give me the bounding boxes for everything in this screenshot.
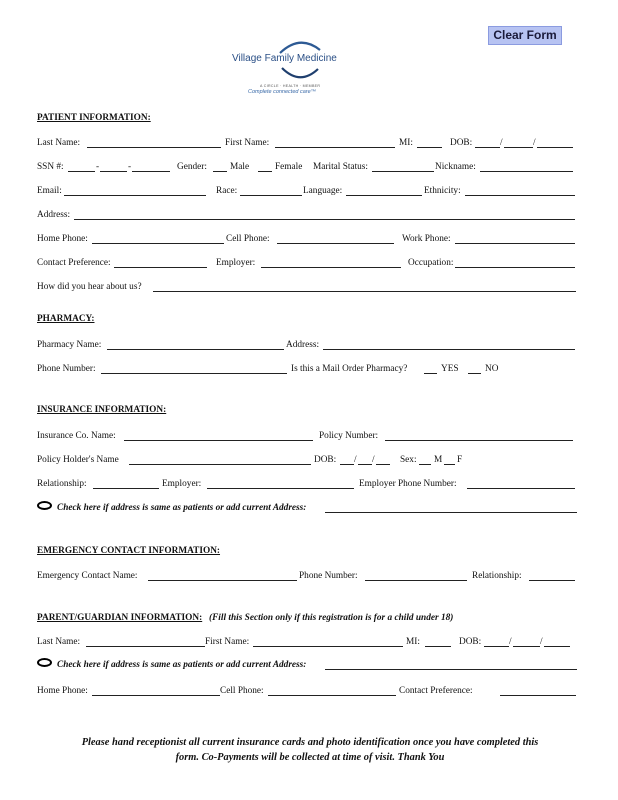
guardian-heading: PARENT/GUARDIAN INFORMATION: bbox=[37, 613, 203, 623]
nickname-field[interactable] bbox=[480, 171, 573, 172]
employer-phone-label: Employer Phone Number: bbox=[359, 479, 457, 489]
emergency-phone-field[interactable] bbox=[365, 580, 467, 581]
emergency-phone-label: Phone Number: bbox=[299, 571, 358, 581]
pharmacy-phone-label: Phone Number: bbox=[37, 364, 96, 374]
emergency-relationship-label: Relationship: bbox=[472, 571, 522, 581]
ssn-part3-field[interactable] bbox=[132, 171, 170, 172]
logo-subline: A CIRCLE · HEALTH · MEMBER bbox=[260, 84, 321, 88]
ssn-part2-field[interactable] bbox=[100, 171, 127, 172]
dob-slash: / bbox=[509, 637, 512, 647]
male-label: Male bbox=[230, 162, 250, 172]
employer-label: Employer: bbox=[216, 258, 256, 268]
guardian-dob-month-field[interactable] bbox=[484, 646, 509, 647]
guardian-first-name-field[interactable] bbox=[253, 646, 403, 647]
guardian-contact-preference-field[interactable] bbox=[500, 695, 576, 696]
guardian-last-name-field[interactable] bbox=[86, 646, 205, 647]
mail-order-no-checkbox[interactable] bbox=[468, 373, 481, 374]
gender-female-checkbox[interactable] bbox=[258, 171, 272, 172]
insurance-employer-label: Employer: bbox=[162, 479, 202, 489]
same-address-label: Check here if address is same as patients or add current Address: bbox=[57, 503, 307, 513]
marital-status-field[interactable] bbox=[372, 171, 434, 172]
logo-tagline: Complete connected care™ bbox=[248, 89, 317, 95]
mi-field[interactable] bbox=[417, 147, 442, 148]
guardian-note: (Fill this Section only if this registration is for a child under 18) bbox=[209, 613, 454, 623]
holder-dob-day-field[interactable] bbox=[358, 464, 372, 465]
no-label: NO bbox=[485, 364, 499, 374]
language-field[interactable] bbox=[346, 195, 422, 196]
dob-slash: / bbox=[533, 138, 536, 148]
ssn-dash: - bbox=[96, 162, 100, 172]
f-label: F bbox=[457, 455, 463, 465]
guardian-cell-phone-field[interactable] bbox=[268, 695, 396, 696]
home-phone-label: Home Phone: bbox=[37, 234, 88, 244]
insurance-co-name-label: Insurance Co. Name: bbox=[37, 431, 116, 441]
ssn-label: SSN #: bbox=[37, 162, 64, 172]
guardian-mi-label: MI: bbox=[406, 637, 420, 647]
cell-phone-field[interactable] bbox=[277, 243, 394, 244]
email-field[interactable] bbox=[64, 195, 206, 196]
mail-order-yes-checkbox[interactable] bbox=[424, 373, 437, 374]
pharmacy-phone-field[interactable] bbox=[101, 373, 287, 374]
guardian-cell-phone-label: Cell Phone: bbox=[220, 686, 264, 696]
holder-dob-label: DOB: bbox=[314, 455, 337, 465]
guardian-dob-label: DOB: bbox=[459, 637, 482, 647]
pharmacy-address-label: Address: bbox=[286, 340, 320, 350]
dob-slash: / bbox=[500, 138, 503, 148]
sex-m-checkbox[interactable] bbox=[419, 464, 431, 465]
mail-order-label: Is this a Mail Order Pharmacy? bbox=[291, 364, 408, 374]
patient-info-heading: PATIENT INFORMATION: bbox=[37, 113, 151, 123]
occupation-field[interactable] bbox=[455, 267, 575, 268]
pharmacy-heading: PHARMACY: bbox=[37, 314, 95, 324]
how-heard-field[interactable] bbox=[153, 291, 576, 292]
dob-year-field[interactable] bbox=[537, 147, 573, 148]
cell-phone-label: Cell Phone: bbox=[226, 234, 270, 244]
guardian-home-phone-label: Home Phone: bbox=[37, 686, 88, 696]
policy-holder-label: Policy Holder's Name bbox=[37, 455, 119, 465]
dob-slash: / bbox=[354, 455, 357, 465]
last-name-field[interactable] bbox=[87, 147, 221, 148]
gender-label: Gender: bbox=[177, 162, 207, 172]
address-label: Address: bbox=[37, 210, 71, 220]
guardian-same-address-label: Check here if address is same as patients or add current Address: bbox=[57, 660, 307, 670]
ethnicity-label: Ethnicity: bbox=[424, 186, 461, 196]
first-name-field[interactable] bbox=[275, 147, 395, 148]
last-name-label: Last Name: bbox=[37, 138, 81, 148]
policy-number-label: Policy Number: bbox=[319, 431, 379, 441]
emergency-relationship-field[interactable] bbox=[529, 580, 575, 581]
ethnicity-field[interactable] bbox=[465, 195, 575, 196]
female-label: Female bbox=[275, 162, 303, 172]
guardian-same-address-checkbox[interactable] bbox=[37, 658, 52, 667]
dob-month-field[interactable] bbox=[475, 147, 500, 148]
footer-line-1: Please hand receptionist all current insurance cards and photo identification once you have completed this bbox=[81, 737, 539, 748]
first-name-label: First Name: bbox=[225, 138, 270, 148]
logo-name: Village Family Medicine bbox=[232, 53, 337, 64]
contact-preference-field[interactable] bbox=[114, 267, 207, 268]
race-field[interactable] bbox=[240, 195, 302, 196]
dob-day-field[interactable] bbox=[504, 147, 533, 148]
work-phone-field[interactable] bbox=[455, 243, 575, 244]
guardian-first-name-label: First Name: bbox=[205, 637, 250, 647]
dob-slash: / bbox=[372, 455, 375, 465]
ssn-dash: - bbox=[128, 162, 132, 172]
sex-label: Sex: bbox=[400, 455, 417, 465]
insurance-heading: INSURANCE INFORMATION: bbox=[37, 405, 167, 415]
guardian-contact-preference-label: Contact Preference: bbox=[399, 686, 473, 696]
pharmacy-name-field[interactable] bbox=[107, 349, 284, 350]
footer-instructions bbox=[30, 735, 590, 765]
pharmacy-address-field[interactable] bbox=[323, 349, 575, 350]
guardian-home-phone-field[interactable] bbox=[92, 695, 220, 696]
race-label: Race: bbox=[216, 186, 238, 196]
yes-label: YES bbox=[441, 364, 459, 374]
policy-number-field[interactable] bbox=[385, 440, 573, 441]
ssn-part1-field[interactable] bbox=[68, 171, 95, 172]
home-phone-field[interactable] bbox=[92, 243, 224, 244]
insurance-employer-field[interactable] bbox=[207, 488, 354, 489]
holder-dob-year-field[interactable] bbox=[376, 464, 390, 465]
occupation-label: Occupation: bbox=[408, 258, 454, 268]
policy-holder-field[interactable] bbox=[129, 464, 311, 465]
holder-dob-month-field[interactable] bbox=[340, 464, 354, 465]
nickname-label: Nickname: bbox=[435, 162, 476, 172]
guardian-address-field[interactable] bbox=[325, 669, 577, 670]
emergency-name-field[interactable] bbox=[148, 580, 297, 581]
same-address-checkbox[interactable] bbox=[37, 501, 52, 510]
pharmacy-name-label: Pharmacy Name: bbox=[37, 340, 102, 350]
guardian-dob-day-field[interactable] bbox=[513, 646, 540, 647]
contact-preference-label: Contact Preference: bbox=[37, 258, 111, 268]
how-heard-label: How did you hear about us? bbox=[37, 282, 142, 292]
gender-male-checkbox[interactable] bbox=[213, 171, 227, 172]
guardian-last-name-label: Last Name: bbox=[37, 637, 81, 647]
footer-line-2: form. Co-Payments will be collected at time of visit. Thank You bbox=[175, 752, 445, 763]
work-phone-label: Work Phone: bbox=[402, 234, 451, 244]
insurance-address-field[interactable] bbox=[325, 512, 577, 513]
dob-label: DOB: bbox=[450, 138, 473, 148]
address-field[interactable] bbox=[74, 219, 575, 220]
employer-phone-field[interactable] bbox=[467, 488, 575, 489]
relationship-label: Relationship: bbox=[37, 479, 87, 489]
clear-form-button[interactable]: Clear Form bbox=[488, 26, 562, 45]
guardian-mi-field[interactable] bbox=[425, 646, 451, 647]
emergency-heading: EMERGENCY CONTACT INFORMATION: bbox=[37, 546, 221, 556]
email-label: Email: bbox=[37, 186, 62, 196]
m-label: M bbox=[434, 455, 443, 465]
guardian-dob-year-field[interactable] bbox=[544, 646, 570, 647]
sex-f-checkbox[interactable] bbox=[444, 464, 455, 465]
insurance-co-name-field[interactable] bbox=[124, 440, 313, 441]
relationship-field[interactable] bbox=[93, 488, 159, 489]
language-label: Language: bbox=[303, 186, 343, 196]
marital-status-label: Marital Status: bbox=[313, 162, 369, 172]
employer-field[interactable] bbox=[261, 267, 401, 268]
mi-label: MI: bbox=[399, 138, 413, 148]
emergency-name-label: Emergency Contact Name: bbox=[37, 571, 138, 581]
dob-slash: / bbox=[540, 637, 543, 647]
